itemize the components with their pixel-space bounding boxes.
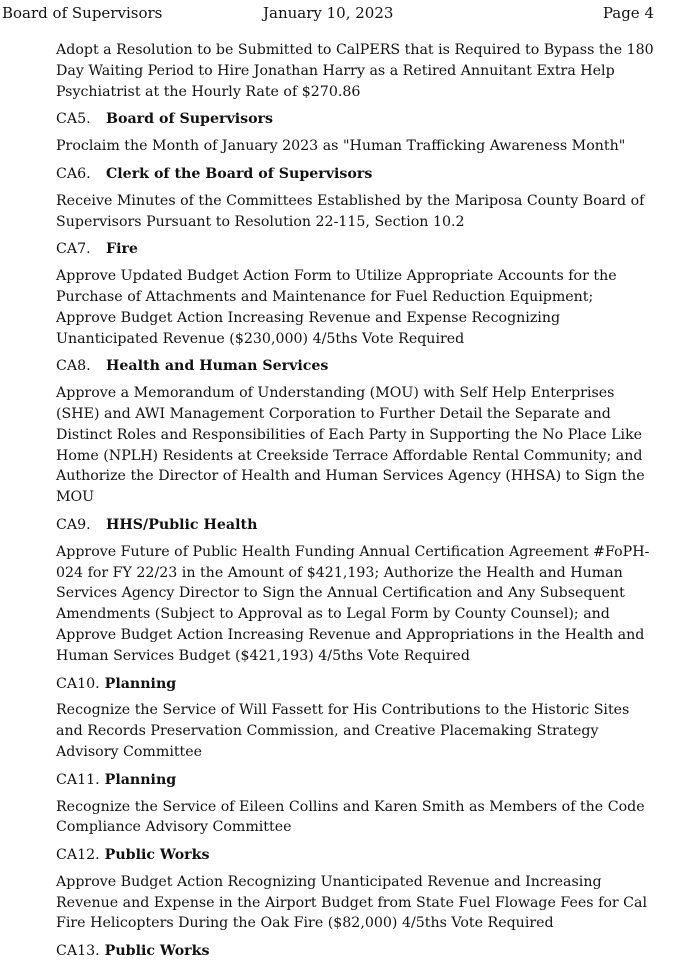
agenda-content — [56, 40, 656, 968]
agenda-item-title: Fire — [106, 241, 138, 258]
agenda-item — [56, 239, 656, 349]
page-header — [0, 4, 680, 26]
agenda-item-code: CA13. — [56, 943, 100, 960]
agenda-item-code: CA6. — [56, 165, 91, 182]
agenda-item-title: Clerk of the Board of Supervisors — [106, 165, 373, 182]
agenda-item-heading — [56, 941, 656, 962]
agenda-item-code: CA5. — [56, 111, 91, 128]
agenda-item-title: Planning — [104, 771, 177, 788]
agenda-item-text: Approve Budget Action Recognizing Unanticipated Revenue and Increasing Revenue and Expense in the Airport Budget from State Fuel Flowage Fees for Cal Fire Helicopters During the Oak Fire ($82,000) 4/5ths Vote Required — [56, 873, 648, 932]
agenda-item-code: CA9. — [56, 516, 91, 533]
agenda-item-title: Public Works — [104, 847, 210, 864]
agenda-item-title: Public Works — [104, 943, 210, 960]
agenda-item-text: Approve Updated Budget Action Form to Utilize Appropriate Accounts for the Purchase of Attachments and Maintenance for Fuel Reduction Equipment; Approve Budget Action Increasing Revenue and Expense Recognizing Unanticipated Revenue ($230,000) 4/5ths Vote Required — [56, 268, 617, 347]
header-date: January 10, 2023 — [263, 4, 394, 22]
agenda-item-text: Recognize the Service of Will Fassett for His Contributions to the Historic Sites and Records Preservation Commission, and Creative Placemaking Strategy Advisory Committee — [56, 702, 630, 760]
agenda-item-text: Approve a Memorandum of Understanding (MOU) with Self Help Enterprises (SHE) and AWI Management Corporation to Further Detail the Separate and Distinct Roles and Responsibilities of Each Party in Supporting the No Place Like Home (NPLH) Residents at Creekside Terrace Affordable Rental Community; and Authorize the Director of Health and Human Services Agency (HHSA) to Sign the MOU — [56, 385, 645, 506]
agenda-item-title: Health and Human Services — [106, 358, 329, 375]
agenda-item-heading — [56, 239, 656, 260]
agenda-item-title: Planning — [104, 675, 177, 692]
agenda-item-heading — [56, 109, 656, 130]
agenda-item — [56, 356, 656, 508]
agenda-item — [56, 515, 656, 667]
agenda-item-code: CA12. — [56, 847, 100, 864]
agenda-items-list — [56, 109, 656, 962]
agenda-item-code: CA11. — [56, 771, 100, 788]
agenda-item-text: Receive Minutes of the Committees Established by the Mariposa County Board of Supervisors Pursuant to Resolution 22-115, Section 10.2 — [56, 192, 645, 230]
intro-item-text: Adopt a Resolution to be Submitted to CalPERS that is Required to Bypass the 180 Day Waiting Period to Hire Jonathan Harry as a Retired Annuitant Extra Help Psychiatrist at the Hourly Rate of $270.86 — [56, 42, 654, 100]
agenda-item-heading — [56, 674, 656, 695]
agenda-item-heading — [56, 515, 656, 536]
agenda-item — [56, 164, 656, 232]
agenda-item-code: CA10. — [56, 675, 100, 692]
agenda-item-title: Board of Supervisors — [106, 111, 274, 128]
agenda-item-code: CA8. — [56, 358, 91, 375]
agenda-item-text: Approve Future of Public Health Funding Annual Certification Agreement #FoPH-024 for FY 22/23 in the Amount of $421,193; Authorize the Health and Human Services Agency Director to Sign the Annual Certification and Any Subsequent Amendments (Subject to Approval as to Legal Form by County Counsel); and Approve Budget Action Increasing Revenue and Appropriations in the Health and Human Services Budget ($421,193) 4/5ths Vote Required — [56, 543, 650, 664]
agenda-item-title: HHS/Public Health — [106, 516, 258, 533]
agenda-item-code: CA7. — [56, 241, 91, 258]
agenda-item — [56, 674, 656, 763]
agenda-item — [56, 770, 656, 838]
agenda-item — [56, 941, 656, 962]
agenda-item-text: Recognize the Service of Eileen Collins and Karen Smith as Members of the Code Compliance Advisory Committee — [56, 798, 645, 836]
agenda-item — [56, 109, 656, 157]
agenda-item — [56, 845, 656, 934]
header-page-number: Page 4 — [602, 4, 654, 22]
agenda-item-heading — [56, 164, 656, 185]
agenda-item-heading — [56, 356, 656, 377]
header-org: Board of Supervisors — [2, 4, 163, 22]
agenda-item-heading — [56, 845, 656, 866]
agenda-item-text: Proclaim the Month of January 2023 as "Human Trafficking Awareness Month" — [56, 138, 626, 155]
agenda-item-heading — [56, 770, 656, 791]
